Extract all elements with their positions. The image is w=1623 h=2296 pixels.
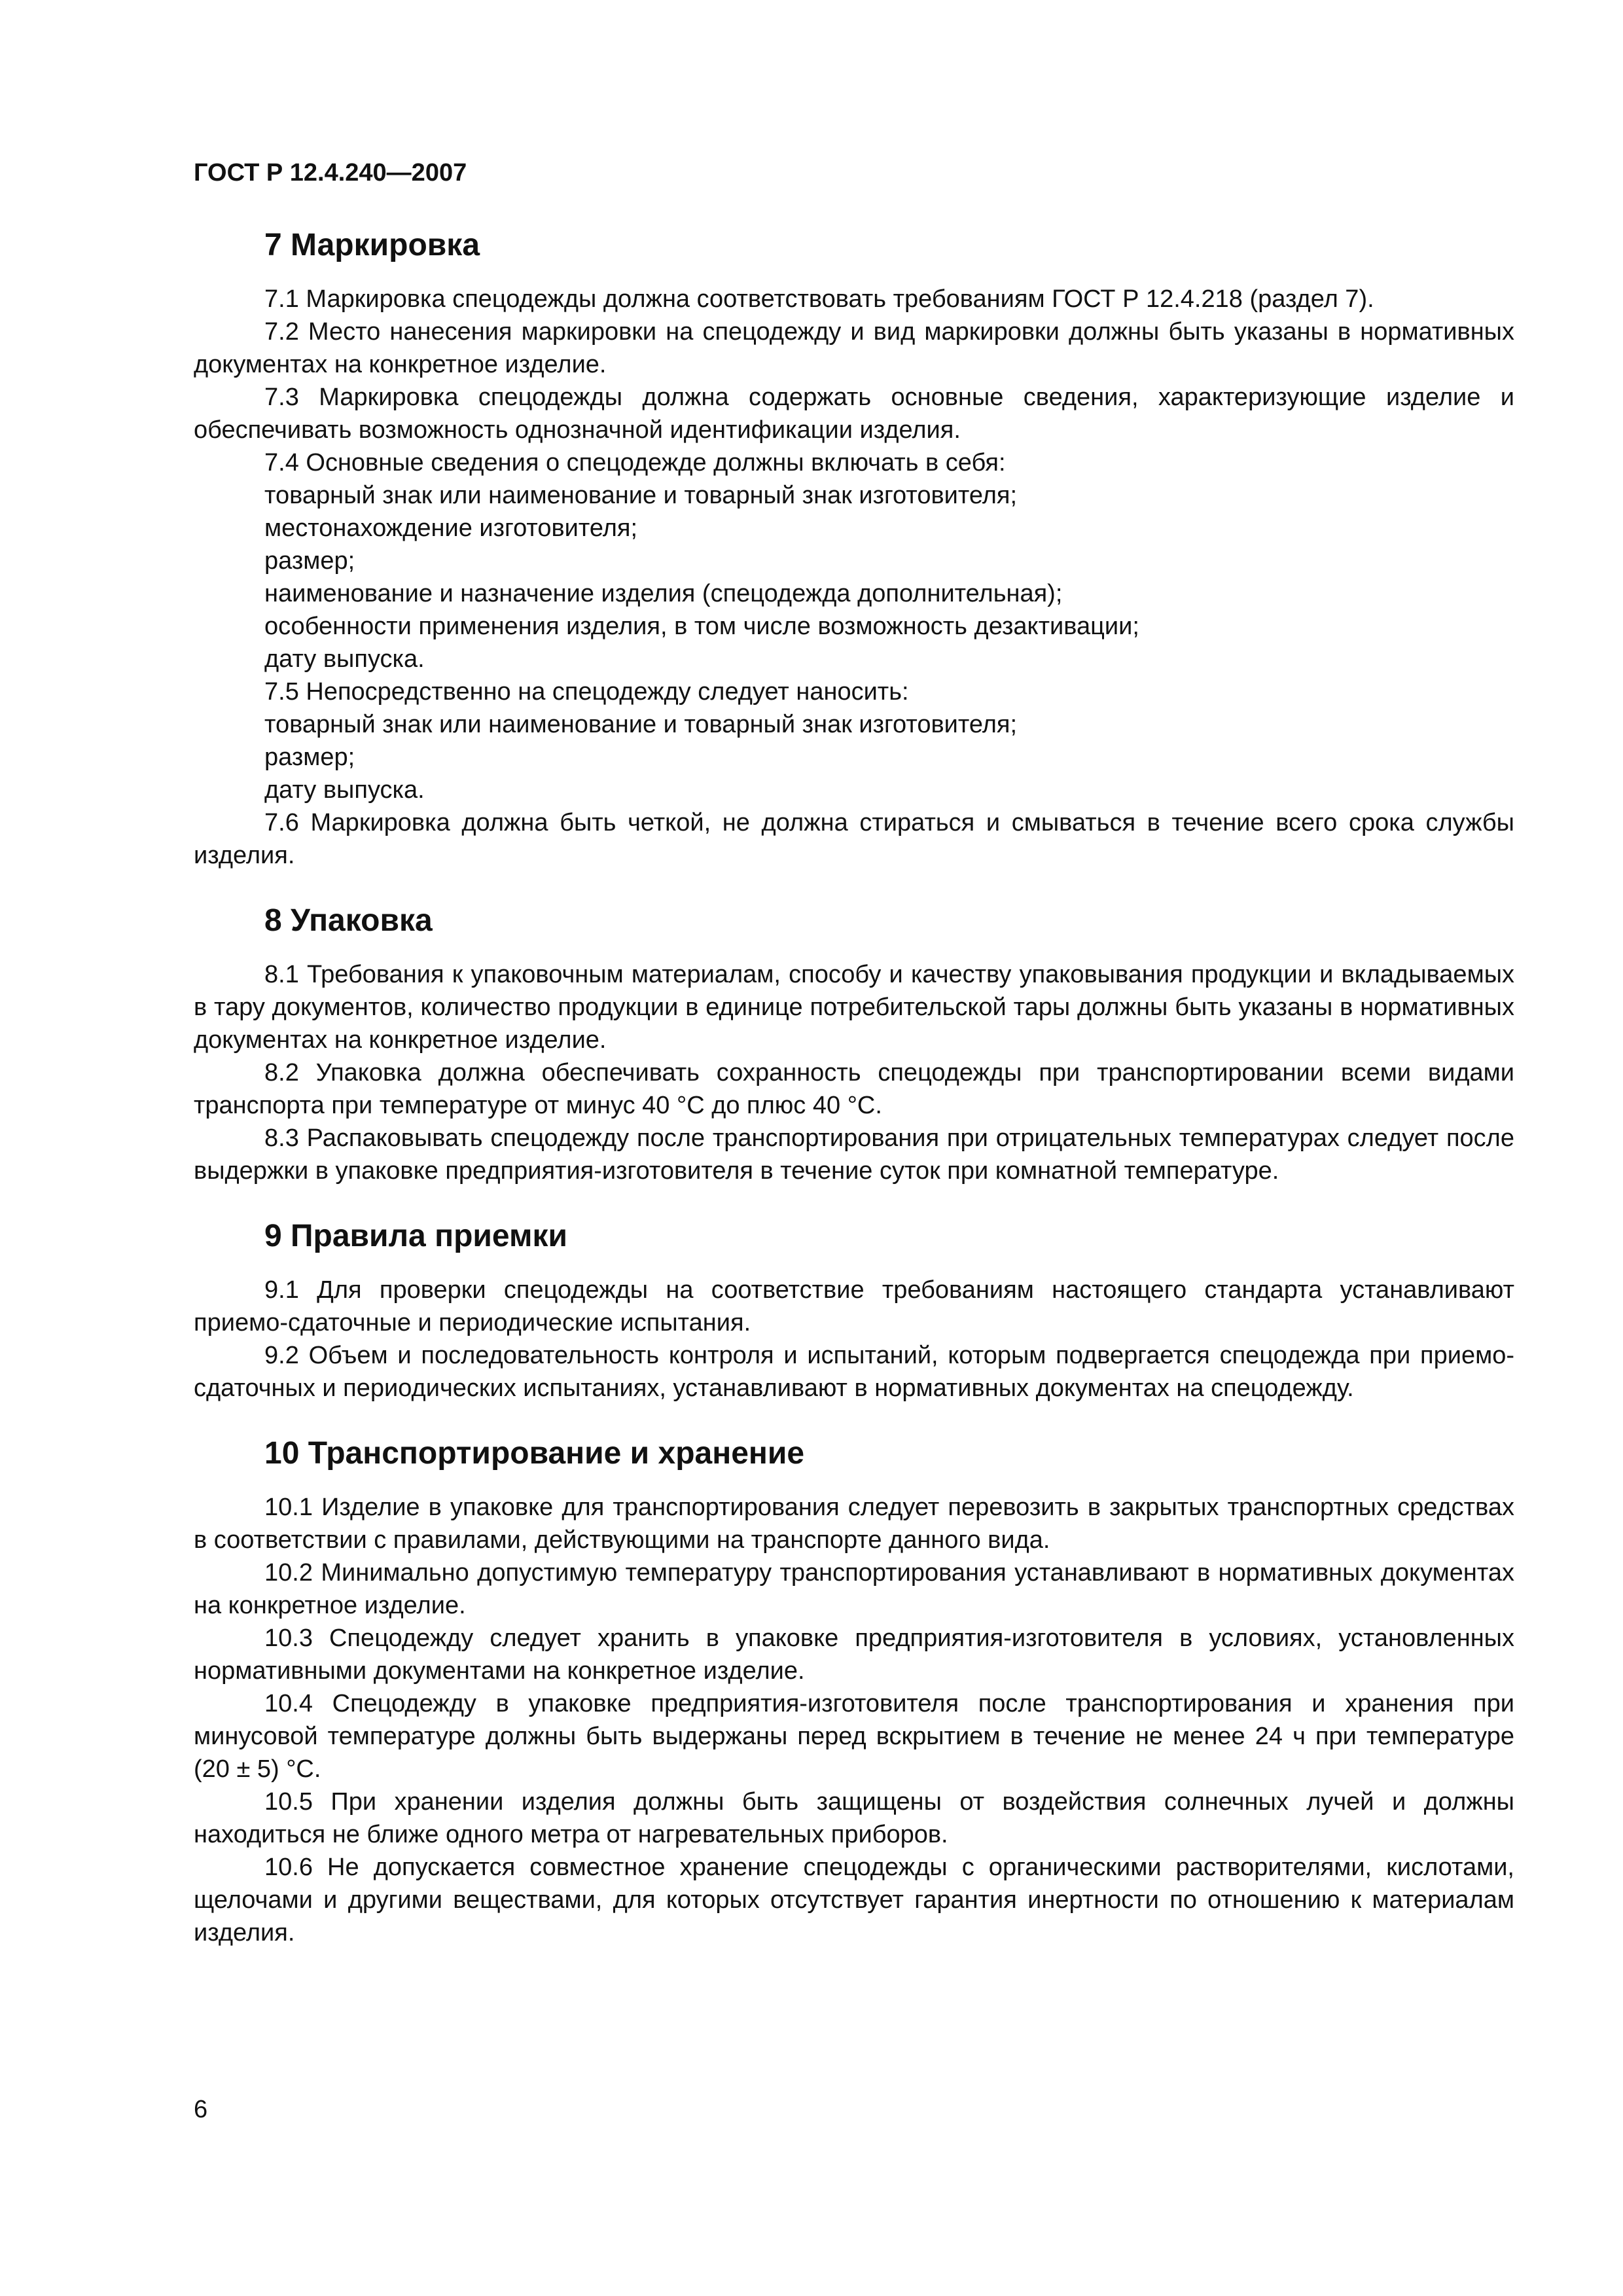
paragraph-10-5: 10.5 При хранении изделия должны быть защищены от воздействия солнечных лучей и должны находиться не ближе одного метра от нагревательных приборов. <box>194 1788 1514 1848</box>
list-item: товарный знак или наименование и товарный знак изготовителя; <box>264 482 1018 509</box>
list-item: дату выпуска. <box>264 645 425 673</box>
document-page <box>194 157 1514 1949</box>
paragraph-10-4: 10.4 Спецодежду в упаковке предприятия-изготовителя после транспортирования и хранения при минусовой температуре должны быть выдержаны перед вскрытием в течение не менее 24 ч при температуре (20 ± 5) °С. <box>194 1690 1514 1783</box>
list-item: местонахождение изготовителя; <box>264 514 638 542</box>
paragraph-9-2: 9.2 Объем и последовательность контроля и испытаний, которым подвергается спецодежда при приемо-сдаточных и периодических испытаниях, устанавливают в нормативных документах на спецодежду. <box>194 1342 1514 1402</box>
paragraph-10-1: 10.1 Изделие в упаковке для транспортирования следует перевозить в закрытых транспортных средствах в соответствии с правилами, действующими на транспорте данного вида. <box>194 1494 1514 1554</box>
list-item: товарный знак или наименование и товарный знак изготовителя; <box>264 711 1018 738</box>
section-title: 9 Правила приемки <box>264 1219 568 1253</box>
section-title: 10 Транспортирование и хранение <box>264 1436 805 1471</box>
paragraph-8-2: 8.2 Упаковка должна обеспечивать сохранность спецодежды при транспортировании всеми видами транспорта при температуре от минус 40 °С до плюс 40 °С. <box>194 1059 1514 1119</box>
page-number: 6 <box>194 2096 208 2123</box>
paragraph-7-6: 7.6 Маркировка должна быть четкой, не должна стираться и смываться в течение всего срока службы изделия. <box>194 809 1514 869</box>
document-header: ГОСТ Р 12.4.240—2007 <box>194 159 467 187</box>
section-title: 7 Маркировка <box>264 228 480 262</box>
paragraph-8-3: 8.3 Распаковывать спецодежду после транспортирования при отрицательных температурах следует после выдержки в упаковке предприятия-изготовителя в течение суток при комнатной температуре. <box>194 1124 1514 1185</box>
paragraph-8-1: 8.1 Требования к упаковочным материалам, способу и качеству упаковывания продукции и вкладываемых в тару документов, количество продукции в единице потребительской тары должны быть указаны в нормативных документах на конкретное изделие. <box>194 961 1514 1054</box>
list-item: наименование и назначение изделия (спецодежда дополнительная); <box>264 580 1063 607</box>
paragraph-10-2: 10.2 Минимально допустимую температуру транспортирования устанавливают в нормативных документах на конкретное изделие. <box>194 1559 1514 1619</box>
section-title: 8 Упаковка <box>264 903 433 938</box>
paragraph-9-1: 9.1 Для проверки спецодежды на соответствие требованиям настоящего стандарта устанавливают приемо-сдаточные и периодические испытания. <box>194 1276 1514 1336</box>
list-item: особенности применения изделия, в том числе возможность дезактивации; <box>264 613 1139 640</box>
paragraph-7-4: 7.4 Основные сведения о спецодежде должны включать в себя: <box>264 449 1006 476</box>
paragraph-7-2: 7.2 Место нанесения маркировки на спецодежду и вид маркировки должны быть указаны в нормативных документах на конкретное изделие. <box>194 318 1514 378</box>
paragraph-10-6: 10.6 Не допускается совместное хранение спецодежды с органическими растворителями, кислотами, щелочами и другими веществами, для которых отсутствует гарантия инертности по отношению к материалам изделия. <box>194 1854 1514 1946</box>
list-item: размер; <box>264 547 355 575</box>
paragraph-7-3: 7.3 Маркировка спецодежды должна содержать основные сведения, характеризующие изделие и обеспечивать возможность однозначной идентификации изделия. <box>194 384 1514 444</box>
section-7-marking <box>194 225 1514 872</box>
section-9-acceptance-rules <box>194 1216 1514 1405</box>
section-8-packaging <box>194 901 1514 1187</box>
paragraph-7-5: 7.5 Непосредственно на спецодежду следует наносить: <box>264 678 909 706</box>
paragraph-7-1: 7.1 Маркировка спецодежды должна соответствовать требованиям ГОСТ Р 12.4.218 (раздел 7). <box>264 285 1374 313</box>
paragraph-10-3: 10.3 Спецодежду следует хранить в упаковке предприятия-изготовителя в условиях, установленных нормативными документами на конкретное изделие. <box>194 1624 1514 1685</box>
section-10-transport-storage <box>194 1433 1514 1949</box>
list-item: размер; <box>264 744 355 771</box>
list-item: дату выпуска. <box>264 776 425 804</box>
